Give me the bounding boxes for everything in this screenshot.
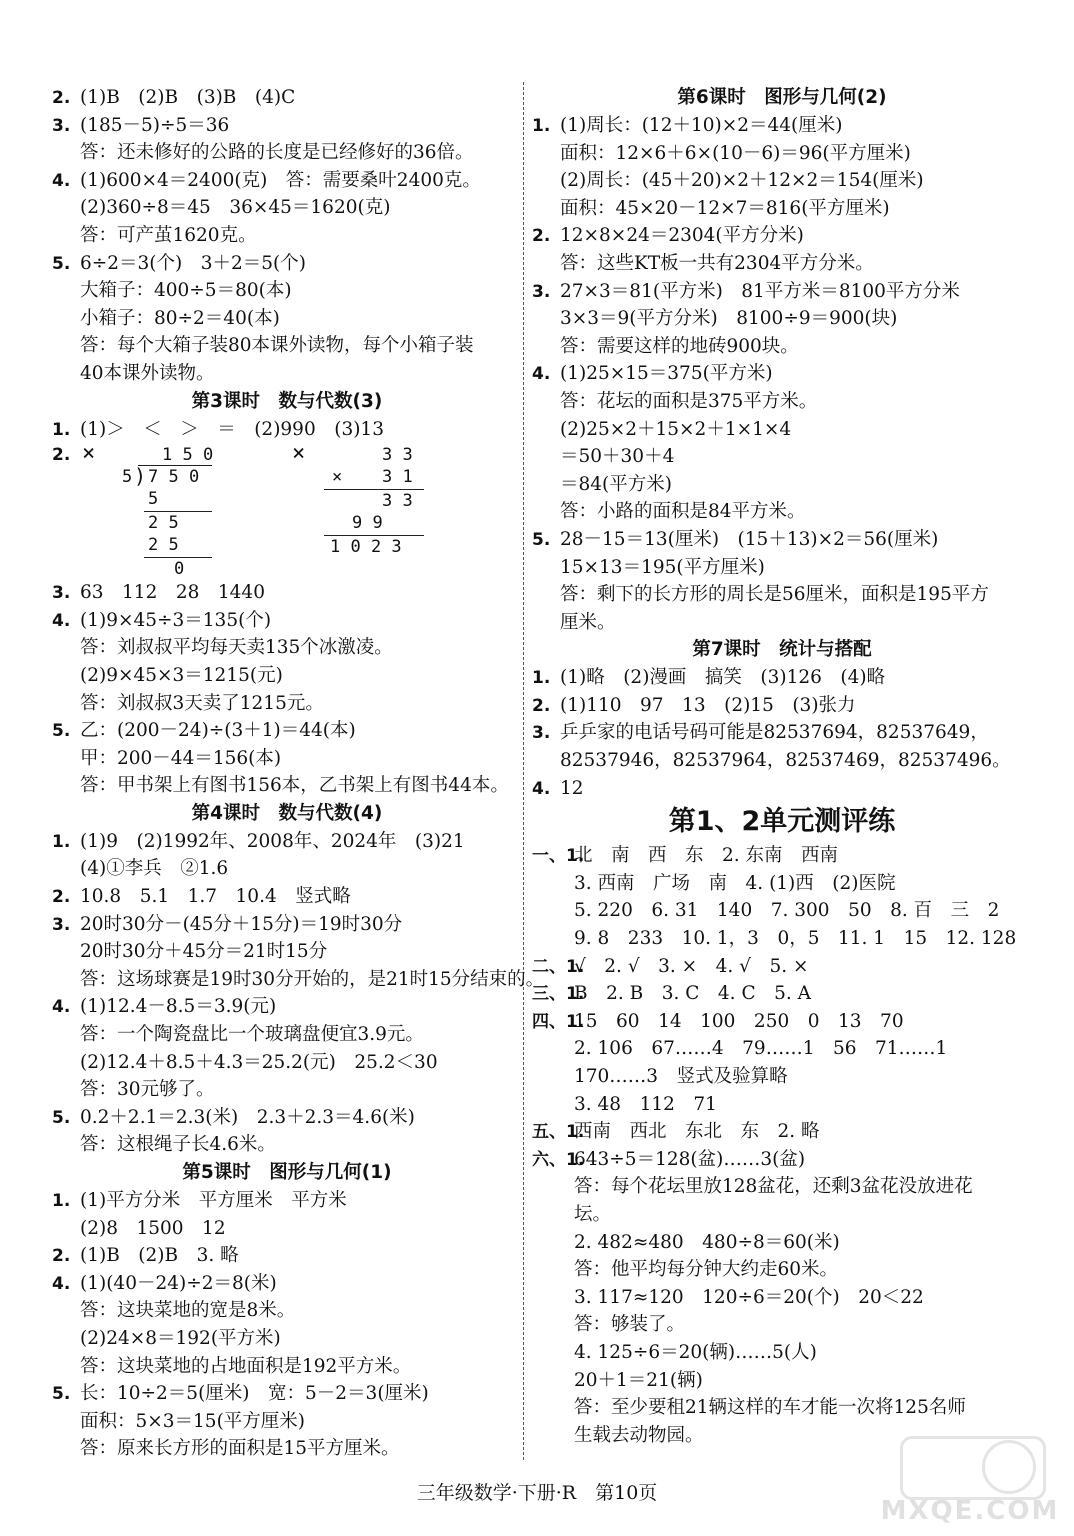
division-step: 2 5 [148,513,179,534]
answer-line [532,554,1032,582]
answer-line [52,1353,522,1381]
answer-line [52,360,522,388]
calc-rule [144,557,212,558]
answer-text: 答：还未修好的公路的长度是已经修好的36倍。 [80,142,474,164]
answer-line [532,250,1032,278]
answer-text: (2)25×2＋15×2＋1×1×4 [560,418,792,440]
answer-line [52,1187,522,1215]
answer-text: 0.2＋2.1＝2.3(米) 2.3＋2.3＝4.6(米) [80,1106,415,1128]
watermark-circle [982,1440,1036,1494]
answer-line [532,1367,1032,1395]
answer-line [52,1408,522,1436]
answer-text: 答：这场球赛是19时30分开始的，是21时15分结束的。 [80,968,545,990]
answer-text: 面积：45×20－12×7＝816(平方厘米) [560,197,890,219]
section-6-answers [532,112,1032,636]
answer-text: 答：需要这样的地砖900块。 [560,335,799,357]
answer-text: 20＋1＝21(辆) [574,1369,703,1391]
answer-text: 答：原来长方形的面积是15平方厘米。 [80,1438,400,1460]
watermark-text: MXQE.COM [880,1496,1060,1526]
answer-text: 答：一个陶瓷盘比一个玻璃盘便宜3.9元。 [80,1024,424,1046]
answer-line [52,222,522,250]
page-footer: 三年级数学·下册·R 第10页 [416,1482,658,1504]
answer-text: 4. 125÷6＝20(辆)……5(人) [574,1341,817,1363]
question-number: 4. [52,170,71,191]
question-number: 5. [52,1384,71,1405]
answer-line [532,1229,1032,1257]
question-number: 2. [52,887,71,908]
answer-text: 63 112 28 1440 [80,582,265,604]
answer-text: 答：剩下的长方形的周长是56厘米，面积是195平方 [560,584,989,606]
watermark [880,1436,1060,1526]
answer-text: 28－15＝13(厘米) (15＋13)×2＝56(厘米) [560,528,939,550]
wrong-mark: × [292,441,306,467]
answer-line [52,139,522,167]
answer-line [52,416,522,444]
answer-text: 长：10÷2＝5(厘米) 宽：5－2＝3(厘米) [80,1383,429,1405]
answer-text: 北 南 西 东 2. 东南 西南 [574,845,839,867]
answer-text: 答：可产茧1620克。 [80,224,257,246]
answer-text: 20时30分－(45分＋15分)＝19时30分 [80,913,403,935]
answer-text: 答：花坛的面积是375平方米。 [560,390,818,412]
answer-line [532,1256,1032,1284]
answer-text: 乙：(200－24)÷(3＋1)＝44(本) [80,720,356,742]
answer-line [532,498,1032,526]
answer-text: 西南 西北 东北 东 2. 略 [574,1121,820,1143]
answer-line [52,1380,522,1408]
answer-text: (1)(40－24)÷2＝8(米) [80,1272,277,1294]
answer-text: 40本课外读物。 [80,362,215,384]
answer-line [532,1284,1032,1312]
answer-text: 9. 8 233 10. 1，3 0，5 11. 1 15 12. 128 [574,928,1017,950]
answer-line [52,167,522,195]
section-title: 第4课时 数与代数(4) [191,802,383,824]
answer-text: 3. 117≈120 120÷6＝20(个) 20＜22 [574,1286,924,1308]
answer-text: (1)25×15＝375(平方米) [560,363,773,385]
answer-line [532,692,1032,720]
divisor: 5 [122,467,133,488]
answer-text: 27×3＝81(平方米) 81平方米＝8100平方分米 [560,280,960,302]
question-number: 二、1. [532,956,585,977]
answer-line [532,980,1032,1008]
question-number: 4. [52,610,71,631]
answer-text: 答：他平均每分钟大约走60米。 [574,1259,839,1281]
question-number: 一、1. [532,846,585,867]
answer-text: ＝50＋30＋4 [560,446,675,468]
question-number: 2. [532,695,551,716]
answer-text: (2)24×8＝192(平方米) [80,1327,281,1349]
answer-line [52,607,522,635]
multiplier: 3 1 [382,467,413,488]
answer-text: 170……3 竖式及验算略 [574,1066,788,1087]
section-5-answers [52,1187,522,1463]
answer-text: 12×8×24＝2304(平方分米) [560,225,804,247]
answer-text: 答：刘叔叔平均每天卖135个冰激凌。 [80,637,393,659]
answer-text: (1)12.4－8.5＝3.9(元) [80,996,277,1018]
answer-text: 答：每个花坛里放128盆花，还剩3盆花没放进花 [574,1176,973,1198]
calc-rule [144,511,212,512]
answer-line [52,938,522,966]
calc-rule [324,535,424,536]
answer-text: 答：这些KT板一共有2304平方分米。 [560,252,874,274]
answer-line [52,993,522,1021]
answer-text: (2)9×45×3＝1215(元) [80,664,283,686]
question-number: 5. [532,529,551,550]
question-number: 4. [52,1273,71,1294]
answer-line [52,828,522,856]
quotient: 1 5 0 [162,445,214,466]
section-3-answers [52,579,522,800]
question-number: 五、1. [532,1122,585,1143]
answer-text: (1)9 (2)1992年、2008年、2024年 (3)21 [80,830,465,852]
answer-line [52,305,522,333]
section-7-answers [532,664,1032,802]
answer-text: (1)B (2)B (3)B (4)C [80,87,296,108]
answer-text: 答：这根绳子长4.6米。 [80,1134,276,1156]
answer-line [532,747,1032,775]
answer-line [52,717,522,745]
answer-text: 答：小路的面积是84平方米。 [560,501,806,523]
section-title: 第7课时 统计与搭配 [692,639,872,661]
division-remainder: 0 [174,559,185,580]
answer-text: (1)9×45÷3＝135(个) [80,609,272,631]
answer-line [52,634,522,662]
answer-text: (2)周长：(45＋20)×2＋12×2＝154(厘米) [560,170,924,192]
answer-line [532,1063,1032,1091]
answer-line [52,250,522,278]
answer-line [532,112,1032,140]
answer-text: 答：够装了。 [574,1314,686,1336]
answer-text: 面积：5×3＝15(平方厘米) [80,1410,306,1432]
answer-text: 答：至少要租21辆这样的车才能一次将125名师 [574,1397,966,1419]
answer-text: (1)600×4＝2400(克) 答：需要桑叶2400克。 [80,169,481,191]
answer-line [52,1297,522,1325]
answer-line [532,360,1032,388]
question-number: 1. [532,116,551,136]
calc-rule [324,489,424,490]
question-number: 六、1. [532,1149,585,1170]
question-number: 3. [52,115,71,136]
answer-line [532,140,1032,168]
answer-text: 3. 48 112 71 [574,1093,717,1115]
answer-text: 643÷5＝128(盆)……3(盆) [574,1148,806,1170]
answer-line [52,745,522,773]
answer-line [532,925,1032,953]
answer-line [52,966,545,994]
question-number: 四、1. [532,1011,585,1032]
question-number: 1. [532,668,551,689]
answer-text: 厘米。 [560,611,616,633]
answer-line [532,416,1032,444]
answer-line [532,664,1032,692]
answer-line [532,278,1032,306]
answer-line [532,1091,1032,1119]
question-number: 2. [532,226,551,247]
answer-line [532,870,1032,898]
answer-text: (1)略 (2)漫画 搞笑 (3)126 (4)略 [560,667,886,689]
answer-line [52,112,522,140]
wrong-mark: × [82,441,96,467]
answer-text: 答：每个大箱子装80本课外读物，每个小箱子装 [80,335,474,357]
question-number: 3. [52,914,71,935]
answer-line [532,388,1032,416]
answer-line [532,333,1032,361]
answer-line [532,1201,1032,1229]
question-number: 2. [52,1246,71,1267]
question-number: 3. [532,723,551,744]
answer-line [532,1118,1032,1146]
section-title: 第5课时 图形与几何(1) [182,1162,392,1183]
section-title: 第3课时 数与代数(3) [191,390,383,412]
column-divider [523,82,524,1460]
answer-text: (1)＞ ＜ ＞ ＝ (2)990 (3)13 [80,418,384,440]
question-number: 4. [532,364,551,385]
left-column [52,84,545,1463]
question-number: 1. [52,419,71,440]
answer-text: 答：这块菜地的宽是8米。 [80,1300,296,1322]
answer-line [52,579,522,607]
answer-text: (4)①李兵 ②1.6 [80,858,229,880]
section-4-answers [52,828,545,1159]
partial-product: 9 9 [352,513,383,534]
question-number: 3. [52,583,71,604]
answer-text: 3. 西南 广场 南 4. (1)西 (2)医院 [574,872,896,894]
question-number: 2. [52,88,71,108]
answer-text: 小箱子：80÷2＝40(本) [80,307,280,329]
answer-text: 甲：200－44＝156(本) [80,747,282,769]
answer-text: (1)周长：(12＋10)×2＝44(厘米) [560,115,843,136]
answer-text: 答：这块菜地的占地面积是192平方米。 [80,1355,412,1377]
answer-text: 3×3＝9(平方分米) 8100÷9＝900(块) [560,308,898,330]
answer-line [52,332,522,360]
division-step: 5 [148,489,159,510]
answer-line [532,1035,1032,1063]
answer-line [52,883,522,911]
answer-line [52,662,522,690]
question-number: 1. [52,831,71,852]
answer-line [532,305,1032,333]
answer-line [532,842,1032,870]
question-number: 2. [52,445,71,466]
question-number: 4. [532,778,551,799]
answer-text: B 2. B 3. C 4. C 5. A [574,983,811,1005]
answer-line [532,1173,1032,1201]
answer-line [532,526,1032,554]
answer-line [52,772,522,800]
answer-line [52,690,522,718]
answer-text: √ 2. √ 3. × 4. √ 5. × [574,955,809,977]
answer-line [532,1146,1032,1174]
question-number: 5. [52,253,71,274]
answer-line [532,1394,1032,1422]
answer-text: 2. 482≈480 480÷8＝60(米) [574,1231,840,1253]
right-column [532,84,1032,1449]
answer-line [532,1311,1032,1339]
answer-line [532,167,1032,195]
answer-text: 15×13＝195(平方厘米) [560,556,765,578]
answer-text: (1)平方分米 平方厘米 平方米 [80,1190,347,1211]
answer-line [532,471,1032,499]
answer-line [532,897,1032,925]
answer-text: 答：刘叔叔3天卖了1215元。 [80,692,324,714]
answer-text: 大箱子：400÷5＝80(本) [80,280,292,302]
answer-text: 答：30元够了。 [80,1079,215,1101]
answer-line [52,84,522,112]
answer-line [532,581,1032,609]
answer-line [52,1435,522,1463]
answer-text: 生载去动物园。 [574,1424,704,1446]
answer-text: 20时30分＋45分＝21时15分 [80,941,328,963]
answer-line [532,953,1032,981]
answer-text: (1)B (2)B 3. 略 [80,1245,239,1267]
answer-line [532,1339,1032,1367]
answer-line [52,1049,522,1077]
answer-line [52,1076,522,1104]
vertical-calculations [52,443,522,579]
partial-product: 3 3 [382,491,413,512]
answer-line [532,609,1032,637]
question-number: 4. [52,997,71,1018]
answer-line [52,1104,522,1132]
answer-line [52,911,522,939]
answer-text: 乒乒家的电话号码可能是82537694，82537649， [560,722,989,744]
answer-line [52,1131,522,1159]
division-bracket: ) [134,464,147,489]
answer-line [532,775,1032,803]
question-number: 三、1. [532,984,585,1005]
answer-text: (2)12.4＋8.5＋4.3＝25.2(元) 25.2＜30 [80,1051,438,1073]
answer-line [52,1242,522,1270]
answer-text: 答：甲书架上有图书156本，乙书架上有图书44本。 [80,775,509,797]
answer-line [52,855,522,883]
division-step: 2 5 [148,535,179,556]
multiply-sign: × [332,467,343,488]
answer-text: 5. 220 6. 31 140 7. 300 50 8. 百 三 2 [574,900,1000,922]
answer-text: (2)8 1500 12 [80,1217,226,1239]
question-number: 5. [52,721,71,742]
answer-line [52,1021,522,1049]
answer-text: (2)360÷8＝45 36×45＝1620(克) [80,197,391,219]
answer-text: (1)110 97 13 (2)15 (3)张力 [560,694,856,716]
answer-text: 坛。 [574,1203,612,1225]
answer-text: 12 [560,777,584,799]
answer-text: 15 60 14 100 250 0 13 70 [574,1010,904,1032]
answer-line [52,1215,522,1243]
division-bar [138,465,212,466]
question-number: 1. [52,1191,71,1211]
answer-text: 2. 106 67……4 79……1 56 71……1 [574,1038,948,1060]
unit-test-answers [532,842,1032,1449]
answer-text: (185－5)÷5＝36 [80,114,230,136]
answer-text: 6÷2＝3(个) 3＋2＝5(个) [80,252,306,274]
product: 1 0 2 3 [330,537,402,558]
answer-text: 10.8 5.1 1.7 10.4 竖式略 [80,886,351,908]
left-top-answers [52,84,522,388]
answer-line [532,195,1032,223]
answer-line [52,277,522,305]
unit-test-title: 第1、2单元测评练 [668,806,896,838]
question-number: 5. [52,1107,71,1128]
multiplicand: 3 3 [382,445,413,466]
answer-line [532,719,1032,747]
answer-text: 82537946，82537964，82537469，82537496。 [560,750,1011,772]
answer-text: ＝84(平方米) [560,473,672,495]
section-title: 第6课时 图形与几何(2) [677,87,887,108]
answer-line [52,194,522,222]
answer-line [532,222,1032,250]
answer-line [532,1008,1032,1036]
dividend: 7 5 0 [148,467,200,488]
answer-text: 面积：12×6＋6×(10－6)＝96(平方厘米) [560,142,911,164]
answer-line [52,1325,522,1353]
answer-line [52,1270,522,1298]
answer-line [532,443,1032,471]
question-number: 3. [532,281,551,302]
